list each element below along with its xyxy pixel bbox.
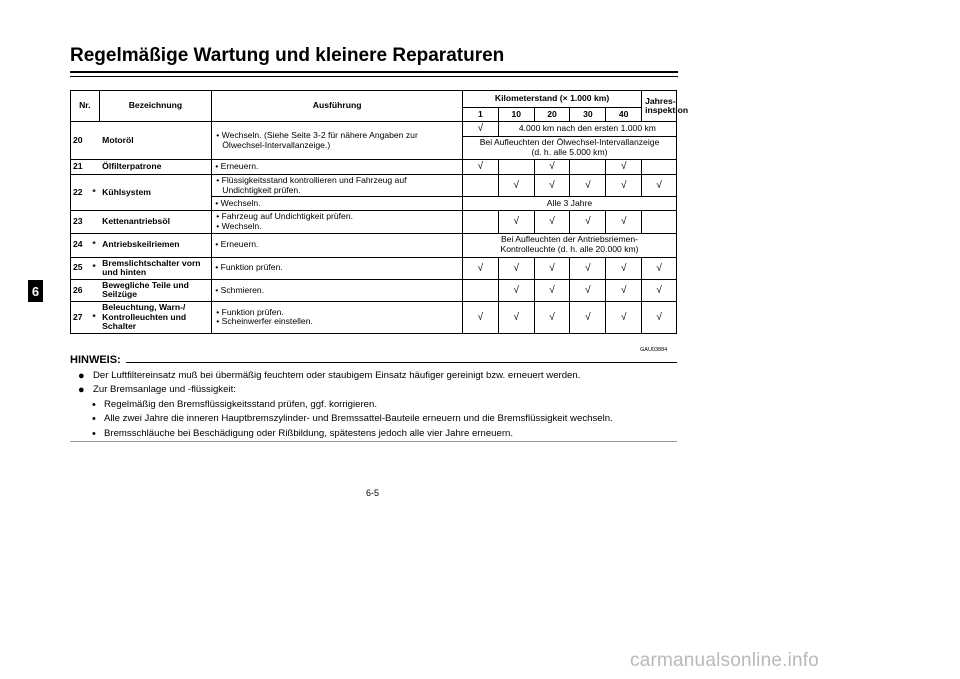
row-star: * <box>89 302 99 334</box>
check-empty <box>463 175 499 197</box>
check-mark: √ <box>642 257 677 279</box>
hinweis-bottom-rule <box>70 441 677 442</box>
row-nr: 25 <box>71 257 89 279</box>
bullet-icon: • <box>92 413 96 426</box>
check-mark: √ <box>534 279 570 301</box>
check-mark: √ <box>606 160 642 175</box>
row-action <box>212 302 463 334</box>
check-mark: √ <box>570 302 606 334</box>
row-name <box>99 302 212 334</box>
row-nr: 27 <box>71 302 89 334</box>
name-line: Bremslichtschalter vorn <box>102 257 201 268</box>
action-line: • Scheinwerfer einstellen. <box>216 316 313 327</box>
row-star <box>89 211 99 233</box>
document-code: GAU03884 <box>640 347 668 353</box>
note-text: Bremsschläuche bei Beschädigung oder Rißbildung, spätestens jedoch alle vier Jahre erneuern. <box>104 427 514 439</box>
interval-note <box>463 137 677 160</box>
action-line: • Wechseln. (Siehe Seite 3-2 für nähere Angaben zur <box>216 129 418 140</box>
table-row <box>71 257 677 279</box>
action-line: • Fahrzeug auf Undichtigkeit prüfen. <box>216 211 354 222</box>
check-mark: √ <box>606 302 642 334</box>
check-mark: √ <box>498 211 534 233</box>
chapter-tab: 6 <box>28 280 43 302</box>
row-star: * <box>89 233 99 257</box>
check-empty <box>642 211 677 233</box>
name-line: Schalter <box>102 321 137 332</box>
row-nr: 26 <box>71 279 89 301</box>
interval-line: (d. h. alle 5.000 km) <box>531 147 608 157</box>
check-mark: √ <box>642 175 677 197</box>
check-mark: √ <box>570 257 606 279</box>
table-row <box>71 211 677 233</box>
interval-note <box>463 233 677 257</box>
check-mark: √ <box>498 279 534 301</box>
header-km-40: 40 <box>606 108 642 122</box>
row-action <box>212 175 463 197</box>
row-star <box>89 160 99 175</box>
table-row <box>71 160 677 175</box>
header-nr: Nr. <box>71 91 100 122</box>
row-name: Antriebskeilriemen <box>99 233 212 257</box>
header-inspektion: inspektion <box>645 105 689 115</box>
row-nr: 22 <box>71 175 89 211</box>
header-km-1: 1 <box>463 108 499 122</box>
maintenance-table <box>70 90 689 334</box>
header-jahres: Jahres- <box>645 95 676 106</box>
check-empty <box>570 160 606 175</box>
bullet-icon: ● <box>78 384 85 397</box>
bullet-icon: • <box>92 427 96 440</box>
bullet-icon: • <box>92 398 96 411</box>
table-row <box>71 233 677 257</box>
action-line: Ölwechsel-Intervallanzeige.) <box>222 139 331 150</box>
check-mark: √ <box>642 302 677 334</box>
action-line: • Flüssigkeitsstand kontrollieren und Fahrzeug auf <box>216 175 407 185</box>
list-item <box>78 370 678 381</box>
header-ausfuehrung: Ausführung <box>212 91 463 122</box>
row-action <box>212 211 463 233</box>
action-line: Undichtigkeit prüfen. <box>222 184 301 195</box>
row-nr: 23 <box>71 211 89 233</box>
check-mark: √ <box>463 160 499 175</box>
check-empty <box>463 211 499 233</box>
check-mark: √ <box>570 211 606 233</box>
check-mark: √ <box>606 257 642 279</box>
row-action: • Erneuern. <box>212 233 463 257</box>
check-empty <box>463 279 499 301</box>
title-rule-thin <box>70 76 678 77</box>
hinweis-notes <box>78 370 678 442</box>
check-mark: √ <box>498 302 534 334</box>
check-mark: √ <box>534 257 570 279</box>
row-action: • Funktion prüfen. <box>212 257 463 279</box>
check-mark: √ <box>534 302 570 334</box>
action-line: • Funktion prüfen. <box>216 306 284 317</box>
note-text: Alle zwei Jahre die inneren Hauptbremszylinder- und Bremssattel-Bauteile erneuern und die Bremsflüssigkeit wechseln. <box>104 413 613 425</box>
check-mark: √ <box>570 279 606 301</box>
first-km-note: 4.000 km nach den ersten 1.000 km <box>498 122 676 137</box>
table-row <box>71 122 677 137</box>
row-name: Ölfilterpatrone <box>99 160 212 175</box>
check-empty <box>642 160 677 175</box>
row-name <box>99 257 212 279</box>
list-item <box>78 428 678 439</box>
note-text: Der Luftfiltereinsatz muß bei übermäßig feuchtem oder staubigem Einsatz häufiger gereinigt bzw. erneuert werden. <box>93 370 581 381</box>
row-action <box>212 122 463 160</box>
check-mark: √ <box>606 279 642 301</box>
note-text: Zur Bremsanlage und -flüssigkeit: <box>93 384 236 396</box>
row-star <box>89 279 99 301</box>
hinweis-label: HINWEIS: <box>70 354 125 366</box>
row-action: • Wechseln. <box>212 197 463 211</box>
name-line: Bewegliche Teile und <box>102 279 189 290</box>
check-empty <box>498 160 534 175</box>
check-mark: √ <box>570 175 606 197</box>
name-line: Kontrolleuchten und <box>102 311 187 322</box>
row-star: * <box>89 257 99 279</box>
interval-line: Bei Aufleuchten der Ölwechsel-Intervallanzeige <box>479 137 660 148</box>
interval-note: Alle 3 Jahre <box>463 197 677 211</box>
row-name: Kühlsystem <box>99 175 212 211</box>
header-km-30: 30 <box>570 108 606 122</box>
check-mark: √ <box>463 257 499 279</box>
note-text: Regelmäßig den Bremsflüssigkeitsstand prüfen, ggf. korrigieren. <box>104 398 378 410</box>
check-mark: √ <box>606 211 642 233</box>
interval-line: Bei Aufleuchten der Antriebsriemen- <box>500 234 639 245</box>
check-mark: √ <box>498 257 534 279</box>
header-km-20: 20 <box>534 108 570 122</box>
row-action: • Schmieren. <box>212 279 463 301</box>
row-name: Motoröl <box>99 122 212 160</box>
header-kilometerstand: Kilometerstand (× 1.000 km) <box>463 91 642 108</box>
page-number: 6-5 <box>366 488 380 498</box>
hinweis-rule <box>126 362 677 363</box>
watermark: carmanualsonline.info <box>630 650 820 671</box>
header-bezeichnung: Bezeichnung <box>99 91 212 122</box>
check-mark: √ <box>534 211 570 233</box>
check-mark: √ <box>534 175 570 197</box>
check-mark: √ <box>498 175 534 197</box>
table-row <box>71 175 677 197</box>
row-star: * <box>89 175 99 211</box>
check-mark: √ <box>606 175 642 197</box>
check-mark: √ <box>534 160 570 175</box>
table-row <box>71 302 677 334</box>
interval-line: Kontrolleuchte (d. h. alle 20.000 km) <box>500 244 639 254</box>
row-name <box>99 279 212 301</box>
list-item <box>78 413 678 424</box>
row-star <box>89 122 99 160</box>
check-mark: √ <box>642 279 677 301</box>
name-line: und hinten <box>102 267 147 278</box>
header-km-10: 10 <box>498 108 534 122</box>
list-item <box>78 399 678 410</box>
name-line: Seilzüge <box>102 289 138 300</box>
row-name: Kettenantriebsöl <box>99 211 212 233</box>
check-mark: √ <box>463 122 499 137</box>
bullet-icon: ● <box>78 370 85 382</box>
row-nr: 20 <box>71 122 89 160</box>
name-line: Beleuchtung, Warn-/ <box>102 302 186 312</box>
row-nr: 24 <box>71 233 89 257</box>
header-jahresinspektion <box>642 91 689 122</box>
action-line: • Wechseln. <box>216 220 262 231</box>
row-nr: 21 <box>71 160 89 175</box>
list-item <box>78 384 678 395</box>
page-title: Regelmäßige Wartung und kleinere Reparaturen <box>70 45 505 66</box>
table-row <box>71 279 677 301</box>
row-action: • Erneuern. <box>212 160 463 175</box>
title-rule-thick <box>70 71 678 73</box>
check-mark: √ <box>463 302 499 334</box>
